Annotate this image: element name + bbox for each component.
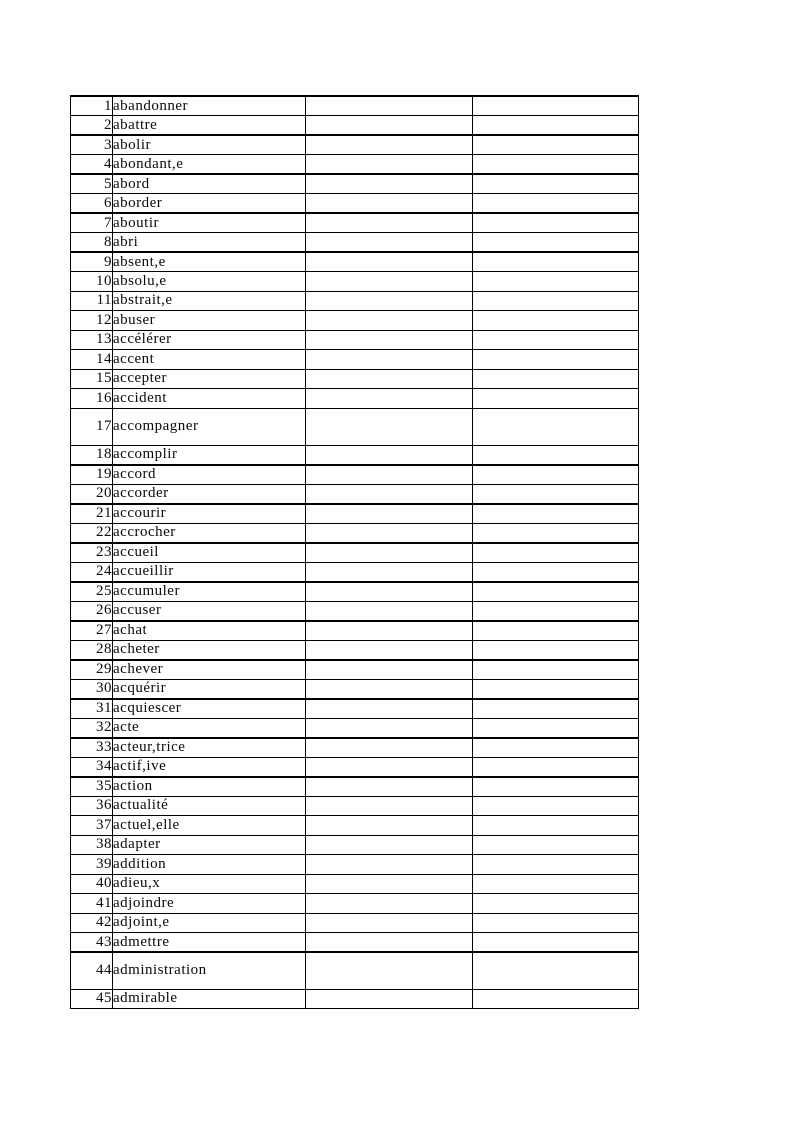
table-row: [71, 369, 639, 389]
empty-cell-1: [306, 330, 473, 350]
empty-cell-1: [306, 194, 473, 214]
word-cell: accumuler: [113, 582, 306, 602]
empty-cell-2: [473, 213, 639, 233]
empty-cell-2: [473, 660, 639, 680]
empty-cell-2: [473, 389, 639, 409]
word-cell: adjoindre: [113, 894, 306, 914]
word-cell: accomplir: [113, 445, 306, 465]
row-number-cell: 37: [71, 816, 113, 836]
empty-cell-1: [306, 738, 473, 758]
empty-cell-1: [306, 155, 473, 175]
table-row: [71, 543, 639, 563]
empty-cell-2: [473, 350, 639, 370]
table-row: [71, 874, 639, 894]
empty-cell-2: [473, 894, 639, 914]
word-cell: acquiescer: [113, 699, 306, 719]
empty-cell-1: [306, 174, 473, 194]
word-cell: abandonner: [113, 96, 306, 116]
word-cell: accuser: [113, 601, 306, 621]
empty-cell-2: [473, 601, 639, 621]
word-cell: acquérir: [113, 679, 306, 699]
empty-cell-2: [473, 252, 639, 272]
empty-cell-2: [473, 484, 639, 504]
empty-cell-1: [306, 233, 473, 253]
empty-cell-2: [473, 155, 639, 175]
table-row: [71, 894, 639, 914]
row-number-cell: 21: [71, 504, 113, 524]
word-cell: accueil: [113, 543, 306, 563]
row-number-cell: 30: [71, 679, 113, 699]
row-number-cell: 1: [71, 96, 113, 116]
empty-cell-2: [473, 679, 639, 699]
word-cell: abstrait,e: [113, 291, 306, 311]
word-cell: abuser: [113, 311, 306, 331]
row-number-cell: 25: [71, 582, 113, 602]
table-row: [71, 252, 639, 272]
word-cell: acheter: [113, 640, 306, 660]
word-cell: achat: [113, 621, 306, 641]
empty-cell-2: [473, 989, 639, 1009]
empty-cell-1: [306, 523, 473, 543]
row-number-cell: 24: [71, 562, 113, 582]
row-number-cell: 41: [71, 894, 113, 914]
empty-cell-2: [473, 174, 639, 194]
row-number-cell: 6: [71, 194, 113, 214]
empty-cell-1: [306, 874, 473, 894]
word-cell: addition: [113, 855, 306, 875]
row-number-cell: 12: [71, 311, 113, 331]
empty-cell-2: [473, 718, 639, 738]
empty-cell-2: [473, 523, 639, 543]
row-number-cell: 3: [71, 135, 113, 155]
empty-cell-2: [473, 445, 639, 465]
word-cell: accorder: [113, 484, 306, 504]
empty-cell-2: [473, 621, 639, 641]
row-number-cell: 33: [71, 738, 113, 758]
word-cell: accompagner: [113, 408, 306, 445]
row-number-cell: 27: [71, 621, 113, 641]
empty-cell-1: [306, 135, 473, 155]
empty-cell-1: [306, 213, 473, 233]
table-row: [71, 855, 639, 875]
table-row: [71, 699, 639, 719]
row-number-cell: 19: [71, 465, 113, 485]
table-row: [71, 330, 639, 350]
table-row: [71, 135, 639, 155]
empty-cell-2: [473, 952, 639, 989]
empty-cell-2: [473, 96, 639, 116]
table-body: [71, 96, 639, 1009]
word-cell: adapter: [113, 835, 306, 855]
empty-cell-2: [473, 543, 639, 563]
empty-cell-1: [306, 777, 473, 797]
row-number-cell: 13: [71, 330, 113, 350]
row-number-cell: 32: [71, 718, 113, 738]
table-row: [71, 660, 639, 680]
table-row: [71, 408, 639, 445]
empty-cell-2: [473, 640, 639, 660]
table-row: [71, 174, 639, 194]
vocabulary-table: [70, 95, 639, 1009]
empty-cell-2: [473, 135, 639, 155]
word-cell: accrocher: [113, 523, 306, 543]
row-number-cell: 38: [71, 835, 113, 855]
table-row: [71, 835, 639, 855]
empty-cell-1: [306, 116, 473, 136]
row-number-cell: 40: [71, 874, 113, 894]
empty-cell-1: [306, 543, 473, 563]
empty-cell-2: [473, 330, 639, 350]
word-cell: abolir: [113, 135, 306, 155]
empty-cell-1: [306, 621, 473, 641]
table-row: [71, 718, 639, 738]
empty-cell-2: [473, 913, 639, 933]
row-number-cell: 7: [71, 213, 113, 233]
word-cell: accourir: [113, 504, 306, 524]
row-number-cell: 45: [71, 989, 113, 1009]
row-number-cell: 11: [71, 291, 113, 311]
empty-cell-2: [473, 272, 639, 292]
row-number-cell: 28: [71, 640, 113, 660]
empty-cell-2: [473, 757, 639, 777]
row-number-cell: 39: [71, 855, 113, 875]
table-row: [71, 621, 639, 641]
empty-cell-1: [306, 408, 473, 445]
empty-cell-1: [306, 816, 473, 836]
empty-cell-1: [306, 96, 473, 116]
row-number-cell: 29: [71, 660, 113, 680]
empty-cell-2: [473, 835, 639, 855]
empty-cell-1: [306, 640, 473, 660]
table-row: [71, 484, 639, 504]
row-number-cell: 5: [71, 174, 113, 194]
word-cell: adjoint,e: [113, 913, 306, 933]
word-cell: achever: [113, 660, 306, 680]
empty-cell-2: [473, 796, 639, 816]
empty-cell-2: [473, 504, 639, 524]
row-number-cell: 18: [71, 445, 113, 465]
row-number-cell: 9: [71, 252, 113, 272]
row-number-cell: 4: [71, 155, 113, 175]
row-number-cell: 20: [71, 484, 113, 504]
row-number-cell: 44: [71, 952, 113, 989]
table-row: [71, 445, 639, 465]
empty-cell-1: [306, 311, 473, 331]
row-number-cell: 22: [71, 523, 113, 543]
empty-cell-1: [306, 718, 473, 738]
word-cell: adieu,x: [113, 874, 306, 894]
word-cell: accueillir: [113, 562, 306, 582]
table-row: [71, 311, 639, 331]
empty-cell-1: [306, 484, 473, 504]
word-cell: absolu,e: [113, 272, 306, 292]
word-cell: abri: [113, 233, 306, 253]
table-row: [71, 640, 639, 660]
table-row: [71, 389, 639, 409]
empty-cell-1: [306, 582, 473, 602]
row-number-cell: 10: [71, 272, 113, 292]
word-cell: abattre: [113, 116, 306, 136]
empty-cell-1: [306, 989, 473, 1009]
row-number-cell: 35: [71, 777, 113, 797]
empty-cell-1: [306, 933, 473, 953]
row-number-cell: 42: [71, 913, 113, 933]
table-row: [71, 116, 639, 136]
word-cell: accident: [113, 389, 306, 409]
empty-cell-1: [306, 291, 473, 311]
empty-cell-2: [473, 369, 639, 389]
table-row: [71, 233, 639, 253]
empty-cell-2: [473, 233, 639, 253]
word-cell: acteur,trice: [113, 738, 306, 758]
table-row: [71, 913, 639, 933]
empty-cell-2: [473, 582, 639, 602]
table-row: [71, 213, 639, 233]
table-row: [71, 504, 639, 524]
word-cell: accent: [113, 350, 306, 370]
empty-cell-1: [306, 389, 473, 409]
word-cell: admettre: [113, 933, 306, 953]
empty-cell-1: [306, 796, 473, 816]
empty-cell-1: [306, 894, 473, 914]
row-number-cell: 36: [71, 796, 113, 816]
word-cell: acte: [113, 718, 306, 738]
empty-cell-2: [473, 738, 639, 758]
word-cell: action: [113, 777, 306, 797]
row-number-cell: 14: [71, 350, 113, 370]
empty-cell-1: [306, 699, 473, 719]
word-cell: actualité: [113, 796, 306, 816]
empty-cell-2: [473, 562, 639, 582]
word-cell: aboutir: [113, 213, 306, 233]
empty-cell-2: [473, 777, 639, 797]
empty-cell-1: [306, 835, 473, 855]
empty-cell-1: [306, 465, 473, 485]
table-row: [71, 816, 639, 836]
word-cell: abord: [113, 174, 306, 194]
table-row: [71, 679, 639, 699]
table-row: [71, 562, 639, 582]
word-cell: accepter: [113, 369, 306, 389]
word-cell: abondant,e: [113, 155, 306, 175]
row-number-cell: 23: [71, 543, 113, 563]
row-number-cell: 8: [71, 233, 113, 253]
row-number-cell: 17: [71, 408, 113, 445]
empty-cell-1: [306, 757, 473, 777]
table-row: [71, 601, 639, 621]
table-row: [71, 272, 639, 292]
table-row: [71, 952, 639, 989]
row-number-cell: 16: [71, 389, 113, 409]
word-cell: absent,e: [113, 252, 306, 272]
word-cell: admirable: [113, 989, 306, 1009]
empty-cell-1: [306, 601, 473, 621]
word-cell: actuel,elle: [113, 816, 306, 836]
table-row: [71, 194, 639, 214]
empty-cell-1: [306, 252, 473, 272]
table-row: [71, 777, 639, 797]
empty-cell-2: [473, 465, 639, 485]
empty-cell-1: [306, 504, 473, 524]
empty-cell-2: [473, 291, 639, 311]
table-row: [71, 757, 639, 777]
empty-cell-1: [306, 679, 473, 699]
empty-cell-2: [473, 311, 639, 331]
table-row: [71, 796, 639, 816]
empty-cell-2: [473, 855, 639, 875]
empty-cell-2: [473, 816, 639, 836]
row-number-cell: 31: [71, 699, 113, 719]
row-number-cell: 26: [71, 601, 113, 621]
table-row: [71, 96, 639, 116]
table-row: [71, 291, 639, 311]
row-number-cell: 15: [71, 369, 113, 389]
row-number-cell: 34: [71, 757, 113, 777]
row-number-cell: 2: [71, 116, 113, 136]
empty-cell-1: [306, 369, 473, 389]
word-cell: actif,ive: [113, 757, 306, 777]
empty-cell-2: [473, 194, 639, 214]
empty-cell-2: [473, 933, 639, 953]
empty-cell-1: [306, 855, 473, 875]
table-row: [71, 582, 639, 602]
empty-cell-2: [473, 874, 639, 894]
word-cell: accélérer: [113, 330, 306, 350]
row-number-cell: 43: [71, 933, 113, 953]
empty-cell-1: [306, 913, 473, 933]
empty-cell-1: [306, 952, 473, 989]
empty-cell-1: [306, 445, 473, 465]
table-row: [71, 989, 639, 1009]
table-row: [71, 155, 639, 175]
empty-cell-2: [473, 699, 639, 719]
empty-cell-1: [306, 350, 473, 370]
table-row: [71, 465, 639, 485]
table-row: [71, 350, 639, 370]
empty-cell-1: [306, 562, 473, 582]
table-row: [71, 933, 639, 953]
empty-cell-1: [306, 660, 473, 680]
word-cell: aborder: [113, 194, 306, 214]
table-row: [71, 523, 639, 543]
empty-cell-2: [473, 408, 639, 445]
empty-cell-2: [473, 116, 639, 136]
empty-cell-1: [306, 272, 473, 292]
word-cell: accord: [113, 465, 306, 485]
table-row: [71, 738, 639, 758]
word-cell: administration: [113, 952, 306, 989]
